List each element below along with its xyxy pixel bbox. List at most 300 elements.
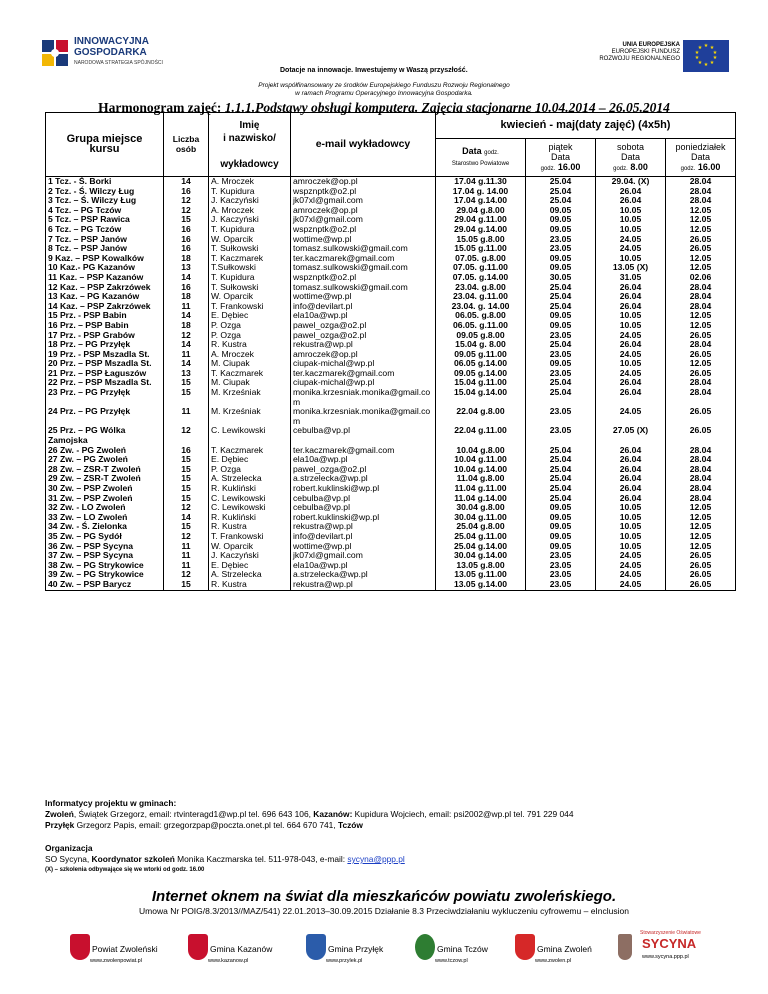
group-cell: 14 Kaz. – PSP Zakrzówek [46, 302, 164, 312]
date-cell: 15.04 g. 8.00 [436, 340, 526, 350]
group-cell: 23 Prz. – PG Przyłęk [46, 388, 164, 407]
email-cell: ter.kaczmarek@gmail.com [291, 369, 436, 379]
logo-title: INNOWACYJNA [74, 36, 150, 47]
date-cell: 10.04 g.8.00 [436, 446, 526, 456]
contact-zwolen-label: Zwoleń [45, 809, 74, 819]
saturday-cell: 10.05 [596, 215, 666, 225]
saturday-cell: 24.05 [596, 580, 666, 590]
count-cell: 18 [164, 254, 209, 264]
saturday-cell: 26.04 [596, 455, 666, 465]
friday-cell: 25.04 [526, 340, 596, 350]
saturday-cell: 24.05 [596, 369, 666, 379]
org-name: SO Sycyna, [45, 854, 92, 864]
monday-cell: 12.05 [666, 359, 736, 369]
monday-cell: 28.04 [666, 283, 736, 293]
friday-cell: 23.05 [526, 331, 596, 341]
partner-name: Gmina Kazanów [210, 944, 273, 954]
monday-cell: 28.04 [666, 340, 736, 350]
email-cell: jk07xl@gmail.com [291, 196, 436, 206]
email-cell: ter.kaczmarek@gmail.com [291, 446, 436, 456]
eu-label [590, 42, 680, 63]
contacts-line2 [45, 820, 745, 831]
lecturer-cell: P. Ozga [209, 331, 291, 341]
friday-label: piątek [548, 141, 573, 152]
friday-cell: 09.05 [526, 215, 596, 225]
date-cell: 25.04 g.8.00 [436, 522, 526, 532]
title-prefix: Harmonogram zajęć: [98, 100, 222, 115]
count-cell: 15 [164, 580, 209, 590]
partner-powiat [70, 926, 175, 981]
partner-kazanow [188, 926, 293, 981]
lecturer-cell: A. Strzelecka [209, 474, 291, 484]
saturday-cell: 13.05 (X) [596, 263, 666, 273]
lecturer-cell: T. Kupidura [209, 225, 291, 235]
date-cell: 25.04 g.14.00 [436, 542, 526, 552]
monday-label: poniedziałek [675, 141, 726, 152]
data-word: Data [462, 146, 482, 156]
email-cell: monika.krzesniak.monika@gmail.com [291, 407, 436, 426]
monday-cell: 26.05 [666, 331, 736, 341]
powiat-crest-icon [70, 934, 90, 960]
friday-cell: 09.05 [526, 321, 596, 331]
data-sub: Starostwo Powiatowe [451, 161, 510, 167]
email-cell: a.strzelecka@wp.pl [291, 570, 436, 580]
eu-flag-icon [683, 40, 729, 72]
col-header-date [436, 139, 526, 177]
svg-text:★: ★ [709, 45, 715, 51]
table-row [46, 407, 736, 426]
date-cell: 10.04 g.14.00 [436, 465, 526, 475]
svg-text:★: ★ [712, 55, 718, 61]
saturday-cell: 27.05 (X) [596, 426, 666, 445]
email-cell: pawel_ozga@o2.pl [291, 321, 436, 331]
count-cell: 15 [164, 484, 209, 494]
count-cell: 13 [164, 263, 209, 273]
lecturer-cell: E. Dębiec [209, 311, 291, 321]
monday-time: 16.00 [697, 161, 721, 172]
email-cell: wspznptk@o2.pl [291, 273, 436, 283]
saturday-cell: 29.04. (X) [596, 177, 666, 187]
monday-cell: 12.05 [666, 321, 736, 331]
lecturer-cell: T. Sułkowski [209, 283, 291, 293]
friday-cell: 25.04 [526, 302, 596, 312]
group-cell: 5 Tcz. – PSP Rawica [46, 215, 164, 225]
col-header-count: Liczba osób [164, 113, 209, 177]
group-cell: 21 Prz. – PSP Łaguszów [46, 369, 164, 379]
name-header-3: wykładowcy [220, 158, 279, 170]
saturday-cell: 26.04 [596, 378, 666, 388]
count-cell: 15 [164, 215, 209, 225]
friday-cell: 23.05 [526, 235, 596, 245]
email-cell: amroczek@op.pl [291, 350, 436, 360]
table-row [46, 426, 736, 445]
lecturer-cell: M. Ciupak [209, 359, 291, 369]
contact-przylek-text: Grzegorz Papis, email: grzegorzpap@poczta.onet.pl tel. 664 670 741, [74, 820, 338, 830]
partner-name: Powiat Zwoleński [92, 944, 158, 954]
col-header-monday [666, 139, 736, 177]
lecturer-cell: R. Kustra [209, 522, 291, 532]
count-cell: 15 [164, 378, 209, 388]
friday-time: 16.00 [557, 161, 581, 172]
logo-subtitle: NARODOWA STRATEGIA SPÓJNOŚCI [74, 60, 163, 66]
friday-cell: 25.04 [526, 283, 596, 293]
friday-cell: 09.05 [526, 503, 596, 513]
saturday-cell: 26.04 [596, 465, 666, 475]
group-cell: 3 Tcz. – Ś. Wilczy Ług [46, 196, 164, 206]
group-cell: 28 Zw. – ZSR-T Zwoleń [46, 465, 164, 475]
group-cell: 37 Zw. – PSP Sycyna [46, 551, 164, 561]
monday-cell: 28.04 [666, 388, 736, 407]
group-cell: 11 Kaz. – PSP Kazanów [46, 273, 164, 283]
date-cell: 06.05 g.14.00 [436, 359, 526, 369]
saturday-cell: 24.05 [596, 244, 666, 254]
monday-cell: 28.04 [666, 378, 736, 388]
saturday-cell: 10.05 [596, 532, 666, 542]
lecturer-cell: R. Kustra [209, 580, 291, 590]
saturday-cell: 10.05 [596, 321, 666, 331]
header-slogan: Dotacje na innowacje. Inwestujemy w Waszą przyszłość. [280, 67, 468, 74]
count-cell: 14 [164, 359, 209, 369]
saturday-godz: godz. [613, 165, 628, 172]
saturday-cell: 26.04 [596, 446, 666, 456]
group-cell: 34 Zw. - Ś. Zielonka [46, 522, 164, 532]
date-cell: 09.05 g.11.00 [436, 350, 526, 360]
contacts-heading: Informatycy projektu w gminach: [45, 798, 177, 808]
saturday-cell: 10.05 [596, 513, 666, 523]
svg-text:★: ★ [703, 43, 709, 49]
col-header-name [209, 113, 291, 177]
friday-cell: 25.04 [526, 474, 596, 484]
friday-cell: 25.04 [526, 388, 596, 407]
table-row [46, 388, 736, 407]
group-cell: 29 Zw. – ZSR-T Zwoleń [46, 474, 164, 484]
lecturer-cell: A. Mroczek [209, 206, 291, 216]
group-cell: 16 Prz. – PSP Babin [46, 321, 164, 331]
monday-cell: 12.05 [666, 311, 736, 321]
group-cell: 19 Prz. - PSP Mszadla St. [46, 350, 164, 360]
table-row [46, 580, 736, 590]
count-cell: 11 [164, 561, 209, 571]
monday-cell: 28.04 [666, 484, 736, 494]
project-line2: w ramach Programu Operacyjnego Innowacyjna Gospodarka. [295, 90, 473, 97]
lecturer-cell: R. Kukliński [209, 513, 291, 523]
email-cell: info@devilart.pl [291, 302, 436, 312]
friday-cell: 23.05 [526, 369, 596, 379]
email-cell: rekustra@wp.pl [291, 340, 436, 350]
przylek-crest-icon [306, 934, 326, 960]
group-cell: 18 Prz. – PG Przyłęk [46, 340, 164, 350]
count-cell: 11 [164, 551, 209, 561]
count-cell: 15 [164, 455, 209, 465]
col-header-friday [526, 139, 596, 177]
logo-title-2: GOSPODARKA [74, 47, 147, 58]
monday-cell: 26.05 [666, 551, 736, 561]
col-header-period: kwiecień - maj(daty zajęć) (4x5h) [436, 113, 736, 139]
group-cell: 17 Prz. - PSP Grabów [46, 331, 164, 341]
saturday-cell: 26.04 [596, 474, 666, 484]
group-cell: 15 Prz. - PSP Babin [46, 311, 164, 321]
lecturer-cell: A. Mroczek [209, 350, 291, 360]
partner-zwolen [515, 926, 620, 981]
friday-cell: 09.05 [526, 263, 596, 273]
org-note: (X) – szkolenia odbywające się we wtorki od godz. 16.00 [45, 867, 205, 873]
ig-emblem-icon [40, 38, 70, 68]
partner-przylek [306, 926, 411, 981]
monday-cell: 12.05 [666, 206, 736, 216]
partner-name: Gmina Tczów [437, 944, 488, 954]
lecturer-cell: J. Kaczyński [209, 196, 291, 206]
svg-text:★: ★ [697, 60, 703, 66]
it-contacts [45, 798, 745, 831]
count-cell: 11 [164, 350, 209, 360]
friday-cell: 25.04 [526, 446, 596, 456]
org-coordinator-label: Koordynator szkoleń [91, 854, 175, 864]
lecturer-cell: E. Dębiec [209, 455, 291, 465]
count-cell: 15 [164, 522, 209, 532]
date-cell: 10.04 g.11.00 [436, 455, 526, 465]
monday-cell: 12.05 [666, 263, 736, 273]
saturday-cell: 10.05 [596, 225, 666, 235]
count-cell: 11 [164, 407, 209, 426]
title-course: 1.1.1.Podstawy obsługi komputera. Zajęcia stacjonarne 10.04.2014 – 26.05.2014 [224, 100, 670, 115]
count-cell: 12 [164, 196, 209, 206]
count-cell: 15 [164, 388, 209, 407]
lecturer-cell: A. Mroczek [209, 177, 291, 187]
saturday-cell: 26.04 [596, 187, 666, 197]
date-cell: 29.04 g.8.00 [436, 206, 526, 216]
lecturer-cell: A. Strzelecka [209, 570, 291, 580]
count-cell: 16 [164, 225, 209, 235]
email-cell: cebulba@vp.pl [291, 503, 436, 513]
monday-cell: 28.04 [666, 446, 736, 456]
date-cell: 23.04. g.8.00 [436, 283, 526, 293]
friday-godz: godz. [540, 165, 556, 172]
lecturer-cell: T. Kupidura [209, 273, 291, 283]
contact-kazanow-text: Kupidura Wojciech, email: psi2002@wp.pl tel. 791 229 044 [352, 809, 574, 819]
col-header-group: Grupa miejsce kursu [46, 113, 164, 177]
schedule-rows [46, 177, 736, 591]
saturday-cell: 24.05 [596, 235, 666, 245]
friday-cell: 09.05 [526, 542, 596, 552]
group-cell: 26 Zw. - PG Zwoleń [46, 446, 164, 456]
email-cell: robert.kuklinski@wp.pl [291, 484, 436, 494]
date-cell: 07.05. g.11.00 [436, 263, 526, 273]
date-cell: 30.04 g.11.00 [436, 513, 526, 523]
group-cell: 4 Tcz. – PG Tczów [46, 206, 164, 216]
email-cell: wspznptk@o2.pl [291, 225, 436, 235]
partner-name: Stowarzyszenie Oświatowe [640, 930, 701, 936]
monday-cell: 12.05 [666, 542, 736, 552]
lecturer-cell: T. Frankowski [209, 532, 291, 542]
date-cell: 13.05 g.14.00 [436, 580, 526, 590]
partner-url: www.kazanow.pl [208, 958, 249, 964]
group-cell: 13 Kaz. – PG Kazanów [46, 292, 164, 302]
date-cell: 29.04 g.14.00 [436, 225, 526, 235]
count-cell: 11 [164, 302, 209, 312]
lecturer-cell: P. Ozga [209, 465, 291, 475]
lecturer-cell: T. Kaczmarek [209, 369, 291, 379]
date-cell: 11.04 g.11.00 [436, 484, 526, 494]
count-cell: 12 [164, 503, 209, 513]
friday-cell: 25.04 [526, 292, 596, 302]
email-cell: jk07xl@gmail.com [291, 215, 436, 225]
email-cell: pawel_ozga@o2.pl [291, 331, 436, 341]
count-cell: 13 [164, 369, 209, 379]
saturday-cell: 26.04 [596, 292, 666, 302]
saturday-cell: 10.05 [596, 522, 666, 532]
monday-cell: 12.05 [666, 522, 736, 532]
monday-cell: 26.05 [666, 350, 736, 360]
friday-cell: 23.05 [526, 551, 596, 561]
friday-cell: 30.05 [526, 273, 596, 283]
count-cell: 15 [164, 465, 209, 475]
project-info [0, 82, 768, 98]
tczow-crest-icon [415, 934, 435, 960]
count-cell: 15 [164, 494, 209, 504]
saturday-cell: 26.04 [596, 388, 666, 407]
date-cell: 15.04 g.14.00 [436, 388, 526, 407]
group-cell: 40 Zw. – PSP Barycz [46, 580, 164, 590]
lecturer-cell: M. Ciupak [209, 378, 291, 388]
friday-cell: 25.04 [526, 378, 596, 388]
group-cell: 33 Zw. – LO Zwoleń [46, 513, 164, 523]
saturday-cell: 24.05 [596, 331, 666, 341]
date-cell: 30.04 g.14.00 [436, 551, 526, 561]
lecturer-cell: T. Kaczmarek [209, 254, 291, 264]
date-cell: 07.05. g.8.00 [436, 254, 526, 264]
email-cell: tomasz.sulkowski@gmail.com [291, 244, 436, 254]
lecturer-cell: C. Lewikowski [209, 426, 291, 445]
svg-text:★: ★ [694, 50, 700, 56]
monday-cell: 26.05 [666, 561, 736, 571]
friday-cell: 09.05 [526, 311, 596, 321]
monday-cell: 26.05 [666, 369, 736, 379]
monday-cell: 12.05 [666, 513, 736, 523]
email-cell: wottime@wp.pl [291, 542, 436, 552]
count-cell: 14 [164, 177, 209, 187]
friday-cell: 09.05 [526, 254, 596, 264]
partner-name: Gmina Zwoleń [537, 944, 592, 954]
date-cell: 15.05 g.8.00 [436, 235, 526, 245]
saturday-cell: 26.04 [596, 302, 666, 312]
monday-cell: 28.04 [666, 196, 736, 206]
saturday-cell: 26.04 [596, 196, 666, 206]
lecturer-cell: M. Krześniak [209, 407, 291, 426]
lecturer-cell: C. Lewikowski [209, 503, 291, 513]
saturday-cell: 10.05 [596, 254, 666, 264]
monday-godz: godz. [680, 165, 696, 172]
svg-text:★: ★ [697, 45, 703, 51]
footer-contract: Umowa Nr POIG/8.3/2013//MAZ/541) 22.01.2013–30.09.2015 Działanie 8.3 Przeciwdziałaniu wykluczeniu cyfrowemu – eInclusion [139, 906, 629, 916]
date-cell: 17.04 g. 14.00 [436, 187, 526, 197]
org-coordinator-text: Monika Kaczmarska tel. 511-978-043, e-mail: [174, 854, 348, 864]
email-cell: ciupak-michal@wp.pl [291, 378, 436, 388]
contact-zwolen-text: , Świątek Grzegorz, email: rtvinteragd1@wp.pl tel. 696 643 106, [73, 809, 314, 819]
group-cell: 35 Zw. – PG Sydół [46, 532, 164, 542]
email-cell: info@devilart.pl [291, 532, 436, 542]
count-cell: 12 [164, 532, 209, 542]
saturday-cell: 31.05 [596, 273, 666, 283]
friday-cell: 23.05 [526, 570, 596, 580]
monday-cell: 26.05 [666, 244, 736, 254]
email-cell: tomasz.sulkowski@gmail.com [291, 283, 436, 293]
count-cell: 14 [164, 273, 209, 283]
tower-icon [618, 934, 632, 960]
friday-cell: 23.05 [526, 426, 596, 445]
lecturer-cell: E. Dębiec [209, 561, 291, 571]
email-cell: ela10a@wp.pl [291, 311, 436, 321]
monday-cell: 28.04 [666, 302, 736, 312]
saturday-cell: 26.04 [596, 494, 666, 504]
lecturer-cell: W. Oparcik [209, 235, 291, 245]
count-cell: 16 [164, 235, 209, 245]
friday-cell: 23.05 [526, 561, 596, 571]
monday-cell: 26.05 [666, 235, 736, 245]
friday-cell: 25.04 [526, 455, 596, 465]
monday-cell: 12.05 [666, 503, 736, 513]
friday-cell: 23.05 [526, 350, 596, 360]
org-email-link[interactable]: sycyna@ppp.pl [347, 854, 405, 864]
group-cell: 38 Zw. – PG Strykowice [46, 561, 164, 571]
count-cell: 12 [164, 570, 209, 580]
count-cell: 15 [164, 474, 209, 484]
org-line [45, 854, 745, 865]
svg-text:★: ★ [694, 55, 700, 61]
saturday-data: Data [620, 151, 640, 162]
date-cell: 07.05. g.14.00 [436, 273, 526, 283]
name-header-2: i nazwisko/ [223, 132, 276, 144]
count-cell: 12 [164, 206, 209, 216]
email-cell: amroczek@op.pl [291, 177, 436, 187]
group-cell: 25 Prz. – PG Wólka Zamojska [46, 426, 164, 445]
group-cell: 24 Prz. – PG Przyłęk [46, 407, 164, 426]
email-cell: robert.kuklinski@wp.pl [291, 513, 436, 523]
lecturer-cell: T. Frankowski [209, 302, 291, 312]
date-cell: 11.04 g.14.00 [436, 494, 526, 504]
saturday-cell: 24.05 [596, 570, 666, 580]
group-cell: 30 Zw. – PSP Zwoleń [46, 484, 164, 494]
email-cell: rekustra@wp.pl [291, 580, 436, 590]
monday-cell: 26.05 [666, 580, 736, 590]
lecturer-cell: T.Sułkowski [209, 263, 291, 273]
partner-url: www.przylek.pl [326, 958, 363, 964]
friday-cell: 09.05 [526, 206, 596, 216]
project-line1: Projekt współfinansowany ze środków Europejskiego Funduszu Rozwoju Regionalnego [258, 82, 510, 89]
email-cell: ter.kaczmarek@gmail.com [291, 254, 436, 264]
lecturer-cell: P. Ozga [209, 321, 291, 331]
date-cell: 23.04. g. 14.00 [436, 302, 526, 312]
eu-line1: UNIA EUROPEJSKA [622, 42, 680, 48]
group-cell: 36 Zw. – PSP Sycyna [46, 542, 164, 552]
lecturer-cell: C. Lewikowski [209, 494, 291, 504]
monday-cell: 28.04 [666, 177, 736, 187]
partner-name-2: SYCYNA [642, 936, 697, 951]
lecturer-cell: J. Kaczyński [209, 551, 291, 561]
count-cell: 16 [164, 446, 209, 456]
date-cell: 17.04 g.11.30 [436, 177, 526, 187]
contact-przylek-label: Przyłęk [45, 820, 75, 830]
email-cell: rekustra@wp.pl [291, 522, 436, 532]
date-cell: 15.04 g.11.00 [436, 378, 526, 388]
lecturer-cell: W. Oparcik [209, 542, 291, 552]
monday-cell: 28.04 [666, 474, 736, 484]
count-cell: 16 [164, 187, 209, 197]
group-cell: 31 Zw. – PSP Zwoleń [46, 494, 164, 504]
date-cell: 25.04 g.11.00 [436, 532, 526, 542]
friday-cell: 25.04 [526, 196, 596, 206]
email-cell: pawel_ozga@o2.pl [291, 465, 436, 475]
friday-cell: 09.05 [526, 513, 596, 523]
